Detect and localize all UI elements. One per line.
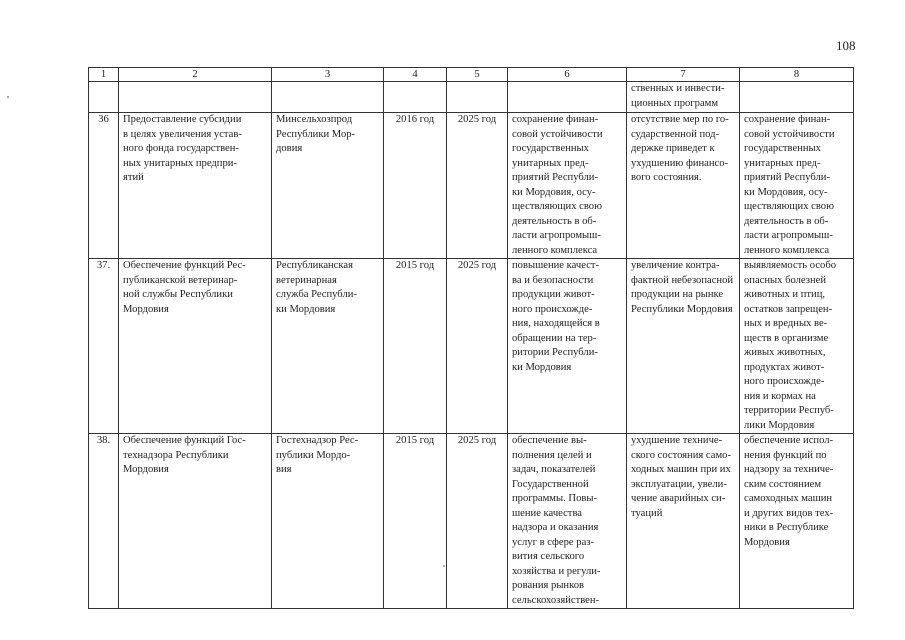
table-row bbox=[89, 113, 854, 259]
executor: Гостехнадзор Рес- публики Мордо- вия bbox=[276, 435, 359, 475]
column-number: 5 bbox=[447, 68, 508, 82]
column-number: 6 bbox=[508, 68, 627, 82]
indicator-relation: выявляемость особо опасных болезней животных и птиц, остатков запрещен- ных и вредных ве- ществ в организме живых животных, продуктах живот- ного происхожде- ния и кормах на территории Респуб- лики Мордовия bbox=[744, 260, 837, 431]
measure-name: Предоставление субсидии в целях увеличения устав- ного фонда государствен- ных унитарных предпри- ятий bbox=[123, 114, 242, 183]
consequences-text: ственных и инвести- ционных программ bbox=[631, 83, 725, 109]
measure-name: Обеспечение функций Рес- публиканской ветеринар- ной службы Республики Мордовия bbox=[123, 260, 246, 315]
executor: Минсельхозпрод Республики Мор- довия bbox=[276, 114, 356, 154]
indicator-relation: обеспечение испол- нения функций по надзору за техниче- ским состоянием самоходных машин и других видов тех- ники в Республике Мордовия bbox=[744, 435, 834, 548]
column-number: 2 bbox=[119, 68, 272, 82]
row-number: 36 bbox=[89, 113, 119, 259]
start-year: 2015 год bbox=[384, 259, 447, 434]
column-number: 8 bbox=[740, 68, 854, 82]
end-year: 2025 год bbox=[447, 113, 508, 259]
end-year: 2025 год bbox=[447, 259, 508, 434]
column-number: 1 bbox=[89, 68, 119, 82]
expected-result: обеспечение вы- полнения целей и задач, показателей Государственной программы. Повы- шение качества надзора и оказания услуг в сфере раз- вития сельского хозяйства и регули- рования рынков сельскохозяйствен- bbox=[512, 435, 601, 606]
indicator-relation: сохранение финан- совой устойчивости государственных унитарных пред- приятий Республи- ки Мордовия, осу- ществляющих свою деятельность в об- ласти агропромыш- ленного комплекса bbox=[744, 114, 835, 256]
row-number: 37. bbox=[89, 259, 119, 434]
end-year: 2025 год bbox=[447, 434, 508, 609]
column-number-row bbox=[89, 68, 854, 82]
continuation-row bbox=[89, 82, 854, 113]
expected-result: повышение качест- ва и безопасности продукции живот- ного происхожде- ния, находящейся в обращении на тер- ритории Республи- ки Мордовия bbox=[512, 260, 600, 373]
consequences-text: увеличение контра- фактной небезопасной продукции на рынке Республики Мордовия bbox=[631, 260, 734, 315]
consequences-text: отсутствие мер по го- сударственной под- держке приведет к ухудшению финансо- вого состояния. bbox=[631, 114, 729, 183]
row-number: 38. bbox=[89, 434, 119, 609]
consequences-text: ухудшение техниче- ского состояния само- ходных машин при их эксплуатации, увели- чение аварийных си- туаций bbox=[631, 435, 731, 519]
table-row bbox=[89, 434, 854, 609]
start-year: 2016 год bbox=[384, 113, 447, 259]
executor: Республиканская ветеринарная служба Республи- ки Мордовия bbox=[276, 260, 357, 315]
column-number: 4 bbox=[384, 68, 447, 82]
start-year: 2015 год bbox=[384, 434, 447, 609]
expected-result: сохранение финан- совой устойчивости государственных унитарных пред- приятий Республи- ки Мордовия, осу- ществляющих свою деятельность в об- ласти агропромыш- ленного комплекса bbox=[512, 114, 603, 256]
measure-name: Обеспечение функций Гос- технадзора Республики Мордовия bbox=[123, 435, 246, 475]
page-number: 108 bbox=[836, 38, 856, 53]
table-row bbox=[89, 259, 854, 434]
column-number: 7 bbox=[627, 68, 740, 82]
column-number: 3 bbox=[272, 68, 384, 82]
program-measures-table bbox=[88, 67, 854, 609]
scan-mark bbox=[7, 96, 9, 98]
